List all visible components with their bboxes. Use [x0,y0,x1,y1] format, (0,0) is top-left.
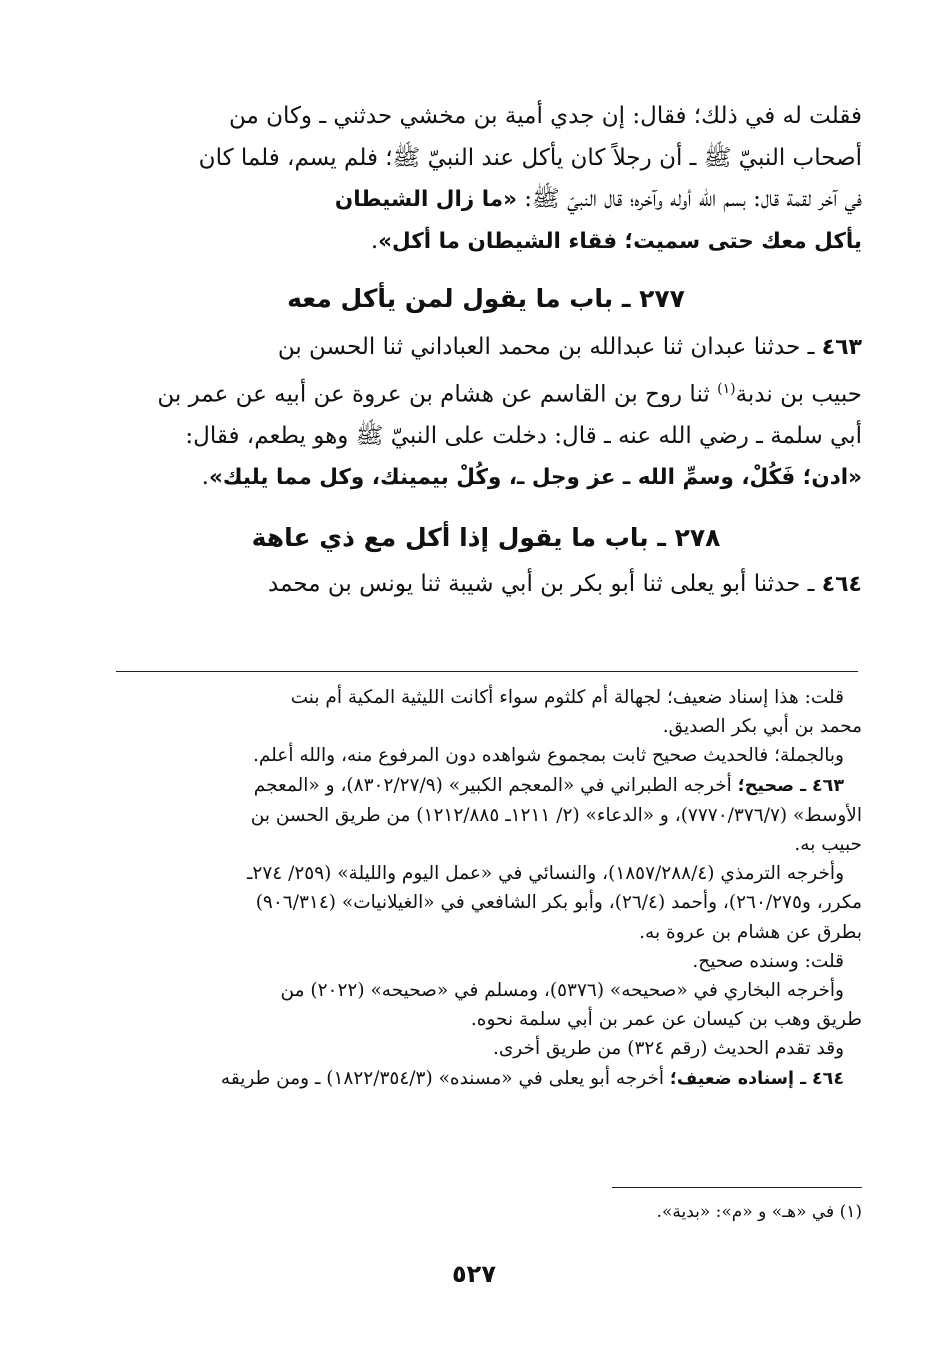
notes-divider [116,671,858,672]
footnote-ref[interactable]: (١) [717,380,736,397]
text-run: في آخر لقمة قال: بسم الله أوله وآخره؛ قال النبيّ ﷺ: [524,186,862,212]
note-line [116,771,862,801]
note-line: قلت: وسنده صحيح. [692,950,844,972]
text-line [110,179,862,221]
text-run: أخرجه أبو يعلى في «مسنده» (١٨٢٢/٣٥٤/٣) ـ ومن طريقه [220,1067,664,1089]
chapter-heading-277: ٢٧٧ ـ باب ما يقول لمن يأكل معه [287,284,685,313]
text-line [110,564,862,606]
text-line [110,327,862,369]
text-run: حبيب بن ندبة [735,381,862,408]
note-line [116,1064,862,1094]
text-run: . [201,464,209,491]
text-run: ـ حدثنا عبدان ثنا عبدالله بن محمد العباداني ثنا الحسن بن [277,334,815,360]
hadith-quote: «ادن؛ فَكُلْ، وسمِّ الله ـ عز وجل ـ، وكُلْ بيمينك، وكل مما يليك» [208,465,862,491]
hadith-number: ٤٦٤ [821,571,862,597]
page-number: ٥٢٧ [452,1260,496,1288]
note-line: محمد بن أبي بكر الصديق. [662,716,862,738]
chapter-heading-278: ٢٧٨ ـ باب ما يقول إذا أكل مع ذي عاهة [251,522,721,552]
text-line [110,457,862,499]
note-line: قلت: هذا إسناد ضعيف؛ لجهالة أم كلثوم سواء أكانت الليثية المكية أم بنت [290,687,844,708]
text-run: ثنا روح بن القاسم عن هشام بن عروة عن أبيه عن عمر بن [157,381,710,408]
note-line: وأخرجه الترمذي (١٨٥٧/٢٨٨/٤)، والنسائي في «عمل اليوم والليلة» (٢٥٩/ ٢٧٤ـ [246,863,844,885]
note-line: الأوسط» (٧٧٧٠/٣٧٦/٧)، و «الدعاء» (٢/ ١٢١١ـ ١٢١٢/٨٨٥) من طريق الحسن بن [250,804,862,826]
note-line: حبيب به. [794,834,862,856]
text-line: أصحاب النبيّ ﷺ ـ أن رجلاً كان يأكل عند النبيّ ﷺ؛ فلم يسم، فلما كان [198,144,862,171]
note-number: ٤٦٤ [811,1068,844,1089]
hadith-quote: «ما زال الشيطان [334,187,517,212]
text-line: فقلت له في ذلك؛ فقال: إن جدي أمية بن مخشي حدثني ـ وكان من [228,103,862,129]
hadith-quote: يأكل معك حتى سميت؛ فقاء الشيطان ما أكل» [378,228,862,254]
note-number: ٤٦٣ [811,775,844,796]
hadith-number: ٤٦٣ [821,335,862,360]
note-line: وقد تقدم الحديث (رقم ٣٢٤) من طريق أخرى. [492,1038,844,1060]
note-line: وأخرجه البخاري في «صحيحه» (٥٣٧٦)، ومسلم في «صحيحه» (٢٠٢٢) من [280,980,844,1002]
grading: ـ صحيح؛ [737,775,807,796]
footnote-divider [612,1187,862,1188]
footnote: (١) في «هـ» و «م»: «بدية». [656,1202,862,1222]
text-run: . [370,227,379,254]
grading: ـ إسناده ضعيف؛ [669,1068,807,1089]
note-line: وبالجملة؛ فالحديث صحيح ثابت بمجموع شواهده دون المرفوع منه، والله أعلم. [252,745,844,767]
text-line [110,221,862,263]
text-run: ـ حدثنا أبو يعلى ثنا أبو بكر بن أبي شيبة ثنا يونس بن محمد [268,570,815,597]
text-line: أبي سلمة ـ رضي الله عنه ـ قال: دخلت على النبيّ ﷺ وهو يطعم، فقال: [185,422,862,449]
commentary-notes [116,683,862,1094]
note-line: طريق وهب بن كيسان عن عمر بن أبي سلمة نحوه. [470,1009,862,1031]
text-run: أخرجه الطبراني في «المعجم الكبير» (٨٣٠٢/٢٧/٩)، و «المعجم [253,774,732,796]
note-line: بطرق عن هشام بن عروة به. [639,921,862,943]
text-line [110,369,862,416]
note-line: مكرر، و٢٦٠/٢٧٥)، وأحمد (٢٦/٤)، وأبو بكر الشافعي في «الغيلانيات» (٩٠٦/٣١٤) [255,892,862,914]
main-text [110,96,862,605]
